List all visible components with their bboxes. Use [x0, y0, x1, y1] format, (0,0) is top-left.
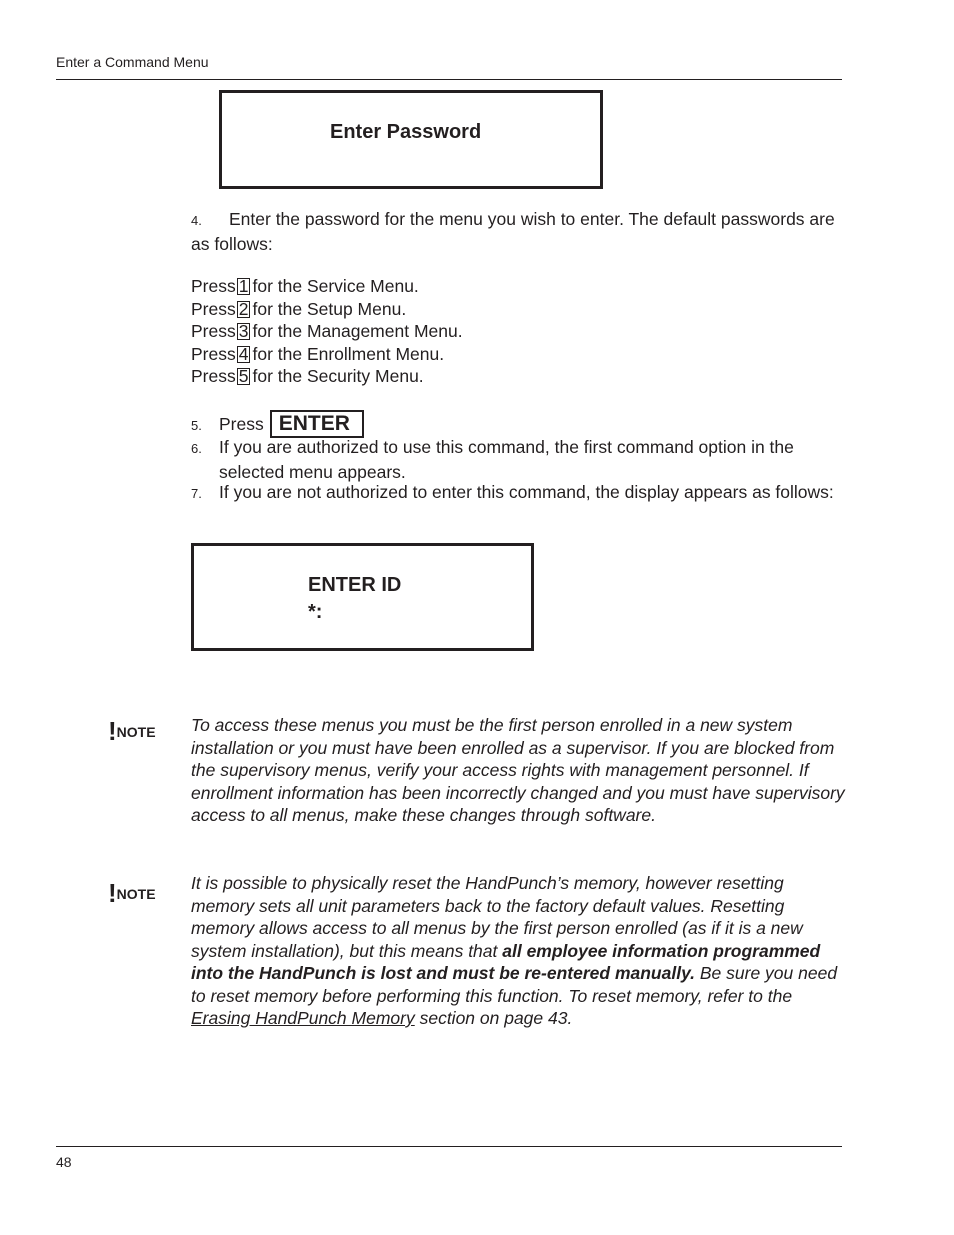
display-enter-password	[219, 90, 603, 189]
press-text: for the Security Menu.	[252, 366, 424, 386]
step-text: Enter the password for the menu you wish to enter. The default passwords are as follows:	[191, 209, 835, 254]
page-number: 48	[56, 1154, 72, 1170]
press-item	[191, 365, 463, 388]
note-2-text	[191, 872, 851, 1030]
note-1-label	[108, 716, 156, 747]
press-text: for the Service Menu.	[252, 276, 419, 296]
press-word: Press	[191, 276, 236, 296]
display-enter-id	[191, 543, 534, 651]
note-bold-warning: all employee information programmed into the HandPunch is lost and must be re-entered manually.	[191, 940, 821, 983]
key-3: 3	[238, 321, 249, 341]
key-1: 1	[238, 276, 249, 296]
step-number: 4.	[191, 213, 202, 228]
step-number: 7.	[191, 486, 202, 501]
key-4: 4	[238, 343, 249, 364]
display-text: Enter Password	[330, 121, 482, 143]
press-word: Press	[191, 298, 236, 319]
note-text: It is possible to physically reset the HandPunch’s memory, however resetting memory sets all unit parameters back to the factory default values. Resetting memory allows access to all menus by the first person enrolled (as if it is a new system installation), but this means that	[191, 873, 803, 961]
exclamation-icon: !	[108, 716, 117, 746]
note-text: Be sure you need to reset memory before performing this function. To reset memory, refer to the	[191, 963, 838, 1006]
exclamation-icon: !	[108, 878, 117, 908]
note-text: section on page 43.	[414, 1008, 573, 1028]
step-6	[191, 436, 851, 483]
press-text: for the Management Menu.	[252, 321, 463, 341]
header-rule	[56, 79, 842, 80]
step-text: If you are not authorized to enter this command, the display appears as follows:	[219, 482, 834, 502]
running-header: Enter a Command Menu	[56, 54, 209, 70]
press-text: for the Setup Menu.	[252, 298, 407, 319]
step-number: 6.	[191, 441, 202, 456]
press-list	[191, 275, 463, 388]
key-2: 2	[238, 298, 249, 319]
step-5	[191, 410, 364, 438]
press-item	[191, 275, 463, 298]
press-text: for the Enrollment Menu.	[252, 343, 445, 364]
note-1-text: To access these menus you must be the first person enrolled in a new system installation or you must have been enrolled as a supervisor. If you are blocked from the supervisory menus, verify your access rights with management personnel. If enrollment information has been incorrectly changed and you must have supervisory access to all menus, make these changes through software.	[191, 715, 845, 825]
display-line-2: *:	[308, 601, 323, 623]
press-word: Press	[191, 343, 236, 364]
note-label: NOTE	[116, 886, 156, 902]
press-item	[191, 320, 463, 343]
display-line-1: ENTER ID	[308, 574, 402, 596]
step-4	[191, 208, 851, 255]
press-word: Press	[191, 366, 236, 386]
press-word: Press	[191, 321, 236, 341]
step-7	[191, 481, 851, 506]
note-2-label	[108, 878, 156, 909]
step-number: 5.	[191, 418, 202, 433]
note-label: NOTE	[116, 724, 156, 740]
press-item	[191, 343, 463, 366]
enter-key: ENTER	[270, 410, 364, 438]
step-text: If you are authorized to use this command, the first command option in the selected menu appears.	[219, 437, 794, 482]
press-item	[191, 298, 463, 321]
key-5: 5	[238, 366, 249, 386]
footer-rule	[56, 1146, 842, 1147]
erasing-memory-link[interactable]: Erasing HandPunch Memory	[191, 1008, 415, 1028]
step-text: Press	[219, 414, 264, 434]
